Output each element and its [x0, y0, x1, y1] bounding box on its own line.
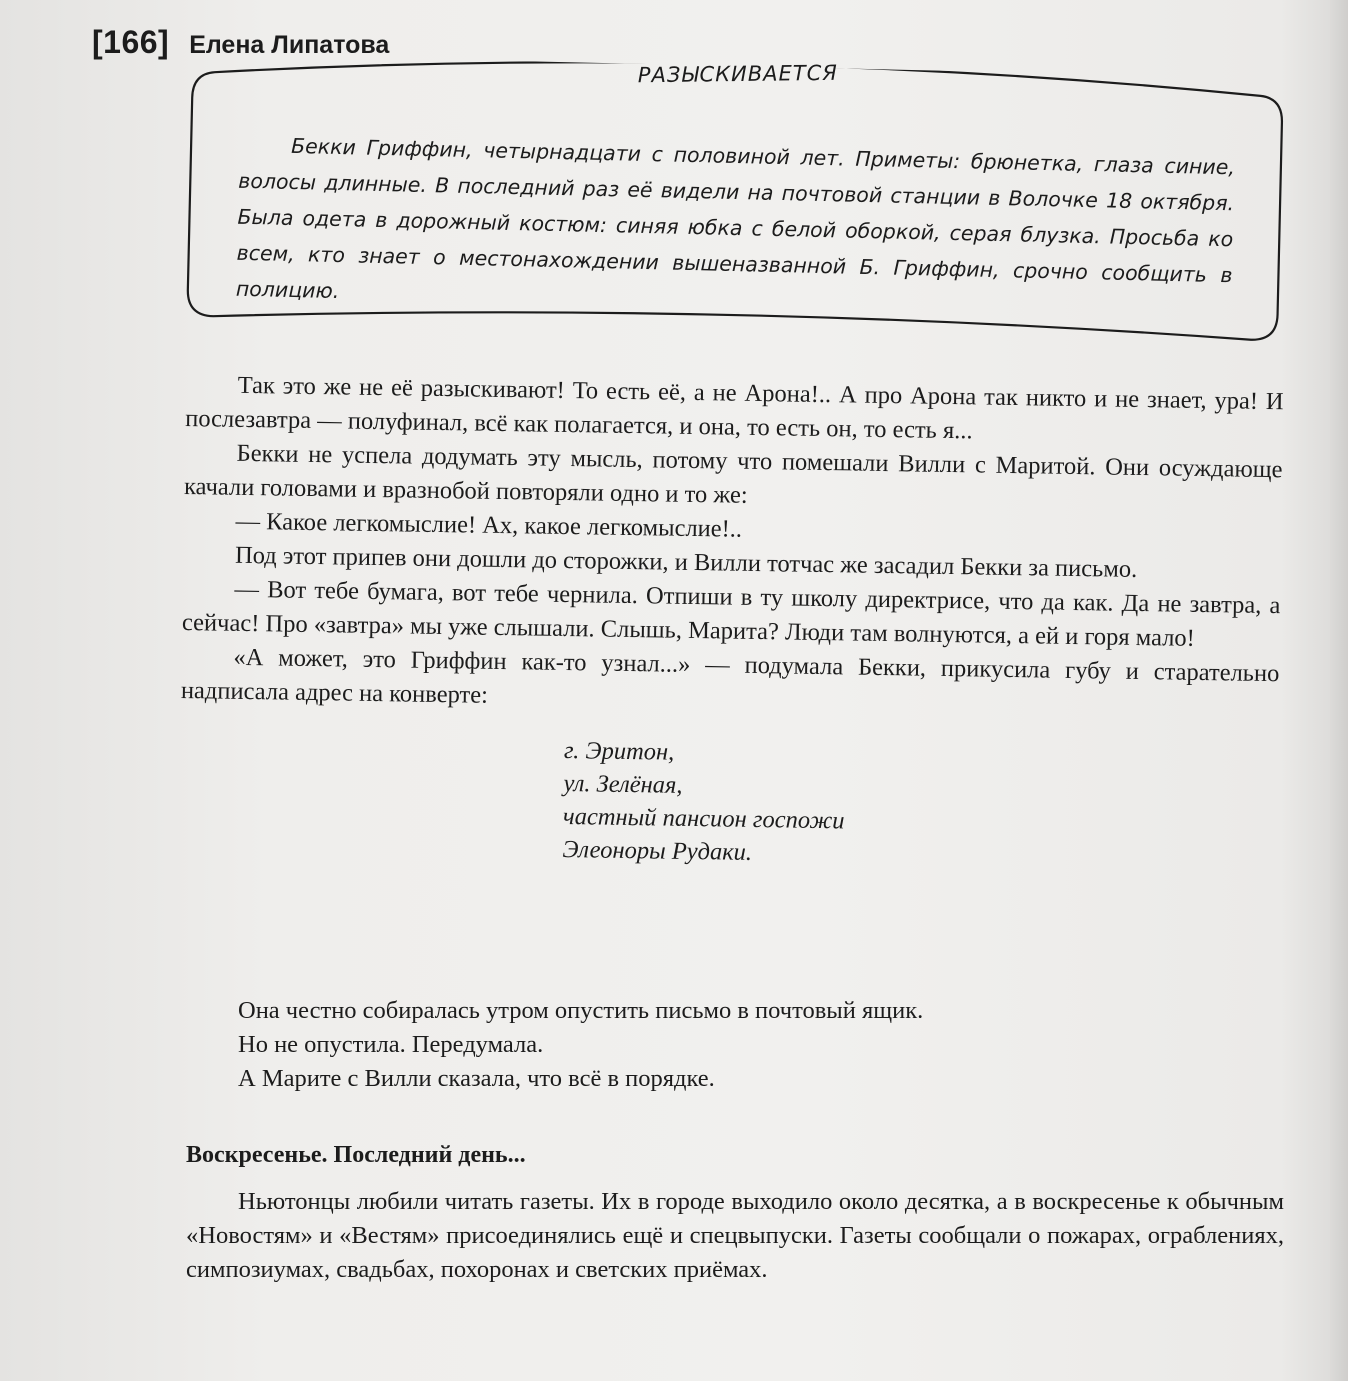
lower-text — [186, 994, 1284, 1287]
paragraph: Ньютонцы любили читать газеты. Их в городе выходило около десятка, а в воскресенье к обычным «Новостям» и «Вестям» присоединялись ещё и спецвыпуски. Газеты сообщали о пожарах, ограблениях, симпозиумах, свадьбах, похоронах и светских приёмах. — [186, 1188, 1284, 1283]
wanted-notice-text: Бекки Гриффин, четырнадцати с половиной лет. Приметы: брюнетка, глаза синие, волосы длинные. В последний раз её видели на почтовой станции в Волочке 18 октября. Была одета в дорожный костюм: синяя юбка с белой оборкой, серая блузка. Просьба ко всем, кто знает о местонахождении вышеназванной Б. Гриффин, срочно сообщить в полицию. — [235, 133, 1236, 304]
wanted-notice — [183, 54, 1287, 349]
address-line: г. Эритон, — [563, 736, 675, 766]
paragraph: Так это же не её разыскивают! То есть её, а не Арона!.. А про Арона так никто и не знает, ура! И послезавтра — полуфинал, всё как полагается, и она, то есть он, то есть я... — [184, 371, 1284, 445]
section-heading: Воскресенье. Последний день... — [186, 1142, 526, 1168]
address-line: частный пансион госпожи — [562, 802, 845, 835]
main-text — [178, 368, 1284, 877]
running-author: Елена Липатова — [189, 31, 390, 59]
envelope-address — [562, 734, 1278, 877]
paragraph: Под этот припев они дошли до сторожки, и Вилли тотчас же засадил Бекки за письмо. — [234, 541, 1138, 583]
paragraph: «А может, это Гриффин как-то узнал...» — подумала Бекки, прикусила губу и старательно надписала адрес на конверте: — [180, 643, 1280, 709]
page-number: [166] — [92, 24, 170, 60]
paragraph: — Вот тебе бумага, вот тебе чернила. Отпиши в ту школу директрисе, что да как. Да не завтра, а сейчас! Про «завтра» мы уже слышали. Слышь, Марита? Люди там волнуются, а ей и горя мало! — [181, 575, 1281, 652]
page-edge — [1330, 0, 1348, 1381]
wanted-notice-title: РАЗЫСКИВАЕТСЯ — [637, 60, 839, 88]
paragraph: А Марите с Вилли сказала, что всё в порядке. — [238, 1065, 715, 1092]
paragraph: — Какое легкомыслие! Ах, какое легкомыслие!.. — [235, 507, 743, 543]
paragraph: Но не опустила. Передумала. — [238, 1031, 544, 1058]
paragraph: Бекки не успела додумать эту мысль, потому что помешали Вилли с Маритой. Они осуждающе качали головами и вразнобой повторяли одно и то же: — [183, 439, 1283, 509]
address-line: Элеоноры Рудаки. — [562, 835, 753, 866]
address-line: ул. Зелёная, — [563, 769, 683, 799]
paragraph: Она честно собиралась утром опустить письмо в почтовый ящик. — [238, 997, 924, 1024]
